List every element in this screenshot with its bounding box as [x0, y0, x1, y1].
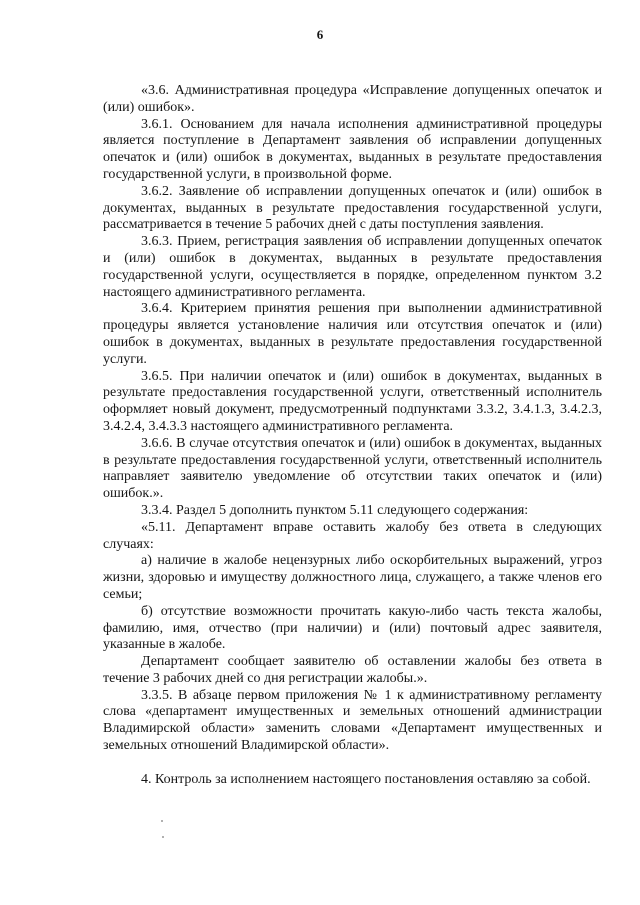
paragraph-3-3-4: 3.3.4. Раздел 5 дополнить пунктом 5.11 следующего содержания: [141, 502, 529, 518]
paragraph-3-3-5: 3.3.5. В абзаце первом приложения № 1 к административному регламенту слова «департамент имущественных и земельных отношений администрации Владимирской области» заменить словами «Департамент имущественных и земельных отношений Владимирской области». [103, 687, 602, 754]
scan-speck [161, 820, 163, 822]
paragraph-3-6-1: 3.6.1. Основанием для начала исполнения административной процедуры является поступление в Департамент заявления об исправлении допущенных опечаток и (или) ошибок в документах, выданных в результате предоставления государственной услуги, в произвольной форме. [103, 116, 602, 182]
paragraph-5-11-a: а) наличие в жалобе нецензурных либо оскорбительных выражений, угроз жизни, здоровью и имуществу должностного лица, служащего, а также членов его семьи; [103, 553, 602, 602]
paragraph-3-6-4: 3.6.4. Критерием принятия решения при выполнении административной процедуры является установление наличия или отсутствия опечаток и (или) ошибок в документах, выданных в результате предоставления государственной услуги. [103, 301, 602, 367]
paragraph-3-6-2: 3.6.2. Заявление об исправлении допущенных опечаток и (или) ошибок в документах, выданных в результате предоставления государственной услуги, рассматривается в течение 5 рабочих дней с даты поступления заявления. [103, 183, 602, 233]
paragraph-3-6-3: 3.6.3. Прием, регистрация заявления об исправлении допущенных опечаток и (или) ошибок в документах, выданных в результате предоставления государственной услуги, осуществляется в порядке, определенном пунктом 3.2 настоящего административного регламента. [103, 234, 602, 300]
document-body [103, 83, 602, 789]
paragraph-3-6-5: 3.6.5. При наличии опечаток и (или) ошибок в документах, выданных в результате предоставления государственной услуги, ответственный исполнитель оформляет новый документ, предусмотренный подпунктами 3.3.2, 3.4.1.3, 3.4.2.3, 3.4.2.4, 3.4.3.3 настоящего административного регламента. [103, 368, 602, 434]
scan-speck [162, 836, 164, 838]
paragraph-4-control: 4. Контроль за исполнением настоящего постановления оставляю за собой. [141, 771, 591, 787]
paragraph-5-11-b: б) отсутствие возможности прочитать какую-либо часть текста жалобы, фамилию, имя, отчество (при наличии) и (или) почтовый адрес заявителя, указанные в жалобе. [103, 603, 602, 653]
paragraph-gap [103, 755, 602, 772]
paragraph-3-6-heading: «3.6. Административная процедура «Исправление допущенных опечаток и (или) ошибок». [103, 83, 602, 115]
paragraph-5-11-notice: Департамент сообщает заявителю об оставлении жалобы без ответа в течение 3 рабочих дней со дня регистрации жалобы.». [103, 654, 602, 686]
page-number: 6 [316, 27, 324, 42]
paragraph-3-6-6: 3.6.6. В случае отсутствия опечаток и (или) ошибок в документах, выданных в результате предоставления государственной услуги, ответственный исполнитель направляет заявителю уведомление об отсутствии таких опечаток и (или) ошибок.». [103, 435, 602, 502]
paragraph-5-11: «5.11. Департамент вправе оставить жалобу без ответа в следующих случаях: [103, 519, 602, 552]
